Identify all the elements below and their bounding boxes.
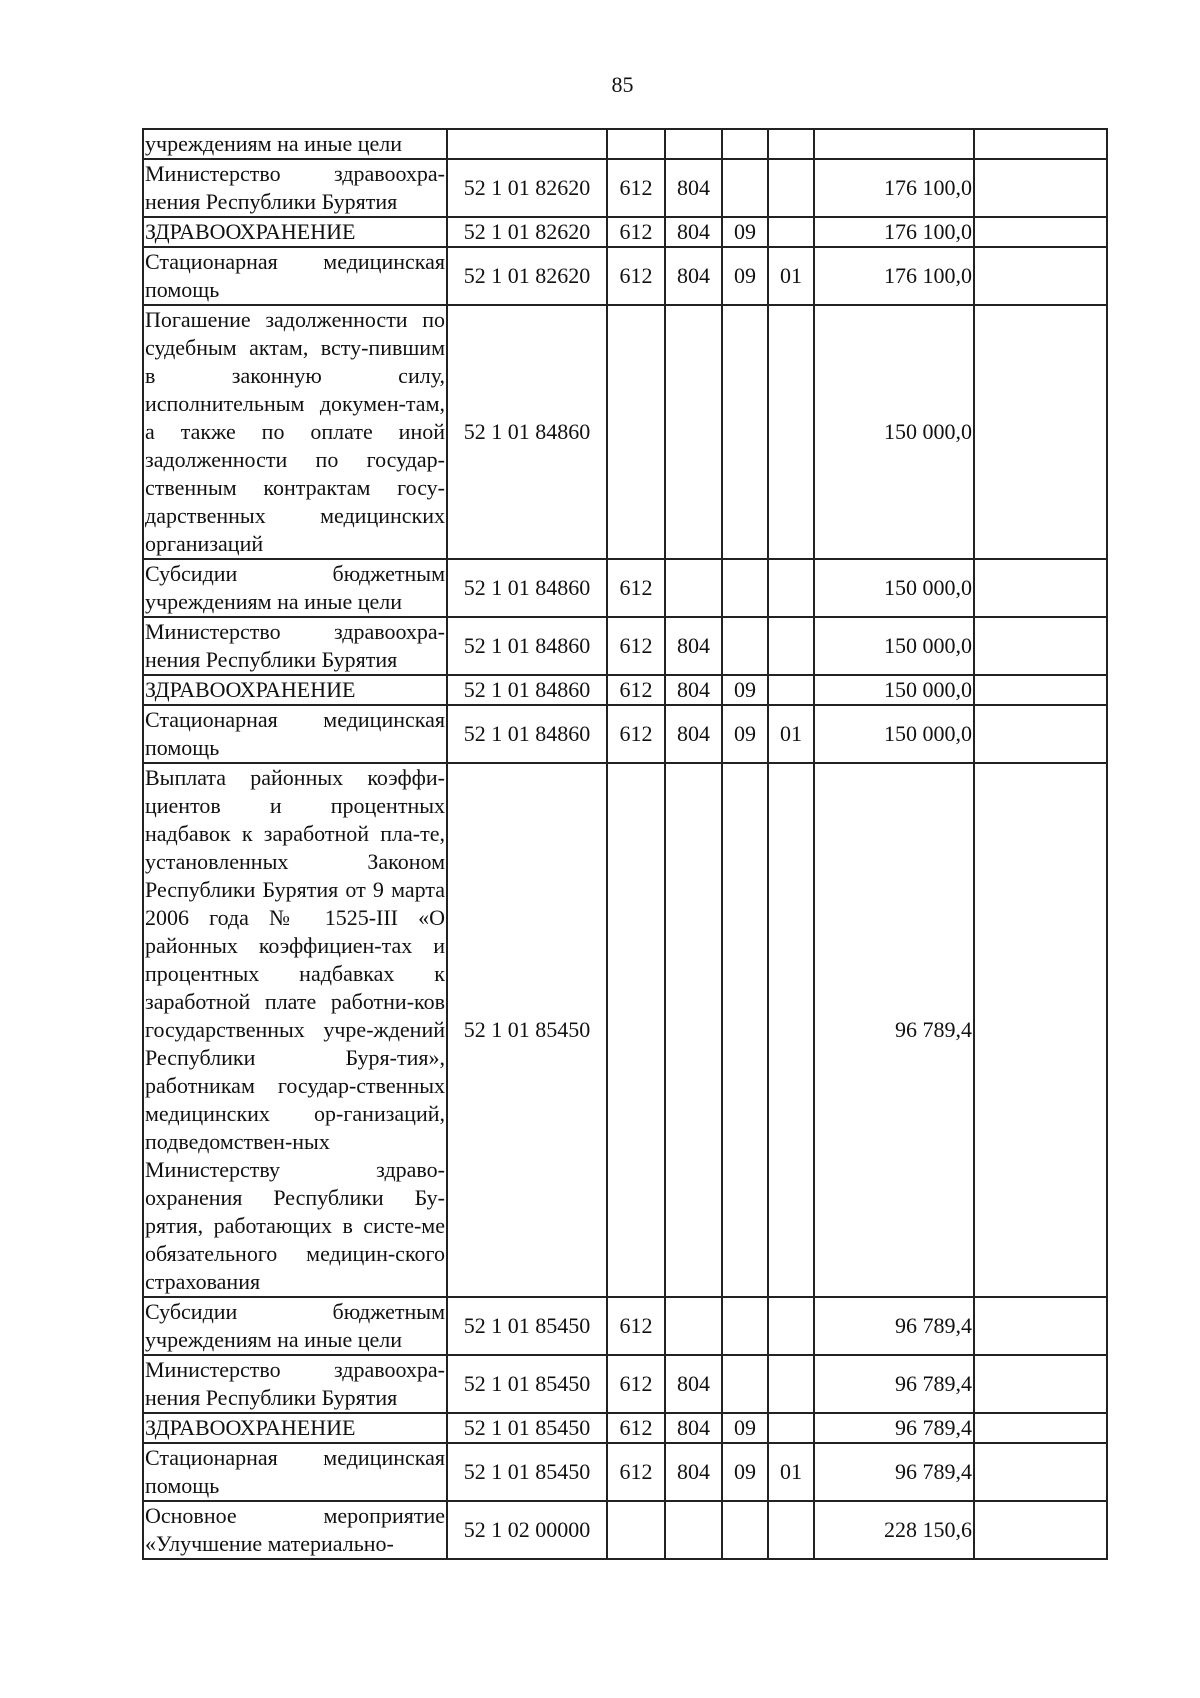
section-cell: 09	[722, 217, 768, 247]
extra-cell	[974, 617, 1107, 675]
subsection-cell	[768, 617, 814, 675]
row-name-cell: Стационарная медицинская помощь	[143, 705, 447, 763]
amount-cell: 150 000,0	[814, 559, 974, 617]
ministry-code-cell	[665, 129, 722, 159]
ministry-code-cell: 804	[665, 159, 722, 217]
row-name-cell: Министерство здравоохра-нения Республики Бурятия	[143, 617, 447, 675]
row-name-cell: учреждениям на иные цели	[143, 129, 447, 159]
ministry-code-cell: 804	[665, 217, 722, 247]
target-article-cell: 52 1 01 85450	[447, 763, 607, 1297]
section-cell	[722, 159, 768, 217]
extra-cell	[974, 247, 1107, 305]
target-article-cell: 52 1 01 84860	[447, 305, 607, 559]
target-article-cell: 52 1 01 85450	[447, 1413, 607, 1443]
table-row	[143, 247, 1107, 305]
section-cell: 09	[722, 1443, 768, 1501]
row-name-cell: Стационарная медицинская помощь	[143, 247, 447, 305]
ministry-code-cell: 804	[665, 1355, 722, 1413]
table-row	[143, 1413, 1107, 1443]
section-cell	[722, 559, 768, 617]
amount-cell: 96 789,4	[814, 1355, 974, 1413]
subsection-cell: 01	[768, 705, 814, 763]
extra-cell	[974, 559, 1107, 617]
ministry-code-cell: 804	[665, 617, 722, 675]
expense-type-cell: 612	[607, 159, 665, 217]
section-cell	[722, 763, 768, 1297]
row-name-cell: Стационарная медицинская помощь	[143, 1443, 447, 1501]
amount-cell	[814, 129, 974, 159]
table-row	[143, 1297, 1107, 1355]
subsection-cell	[768, 217, 814, 247]
subsection-cell	[768, 129, 814, 159]
amount-cell: 176 100,0	[814, 247, 974, 305]
table-row	[143, 617, 1107, 675]
section-cell: 09	[722, 705, 768, 763]
amount-cell: 176 100,0	[814, 159, 974, 217]
extra-cell	[974, 1413, 1107, 1443]
expense-type-cell: 612	[607, 1413, 665, 1443]
budget-table	[142, 128, 1108, 1560]
ministry-code-cell	[665, 1297, 722, 1355]
subsection-cell	[768, 1501, 814, 1559]
extra-cell	[974, 1297, 1107, 1355]
amount-cell: 96 789,4	[814, 1413, 974, 1443]
subsection-cell	[768, 559, 814, 617]
ministry-code-cell: 804	[665, 705, 722, 763]
row-name-cell: ЗДРАВООХРАНЕНИЕ	[143, 217, 447, 247]
table-row	[143, 763, 1107, 1297]
table-row	[143, 1501, 1107, 1559]
amount-cell: 96 789,4	[814, 1297, 974, 1355]
expense-type-cell	[607, 1501, 665, 1559]
section-cell: 09	[722, 247, 768, 305]
table-row	[143, 1355, 1107, 1413]
ministry-code-cell	[665, 763, 722, 1297]
section-cell	[722, 1501, 768, 1559]
ministry-code-cell: 804	[665, 247, 722, 305]
budget-table-body	[143, 129, 1107, 1559]
subsection-cell	[768, 763, 814, 1297]
row-name-cell: Субсидии бюджетным учреждениям на иные цели	[143, 1297, 447, 1355]
expense-type-cell: 612	[607, 1297, 665, 1355]
amount-cell: 96 789,4	[814, 1443, 974, 1501]
target-article-cell	[447, 129, 607, 159]
subsection-cell	[768, 675, 814, 705]
amount-cell: 150 000,0	[814, 675, 974, 705]
row-name-cell: Министерство здравоохра-нения Республики Бурятия	[143, 159, 447, 217]
expense-type-cell: 612	[607, 1443, 665, 1501]
extra-cell	[974, 159, 1107, 217]
target-article-cell: 52 1 01 84860	[447, 675, 607, 705]
ministry-code-cell	[665, 1501, 722, 1559]
table-row	[143, 559, 1107, 617]
table-row	[143, 159, 1107, 217]
section-cell: 09	[722, 675, 768, 705]
target-article-cell: 52 1 01 82620	[447, 217, 607, 247]
target-article-cell: 52 1 01 85450	[447, 1297, 607, 1355]
expense-type-cell: 612	[607, 1355, 665, 1413]
subsection-cell	[768, 305, 814, 559]
target-article-cell: 52 1 02 00000	[447, 1501, 607, 1559]
target-article-cell: 52 1 01 84860	[447, 617, 607, 675]
ministry-code-cell: 804	[665, 1413, 722, 1443]
subsection-cell	[768, 1355, 814, 1413]
table-row	[143, 705, 1107, 763]
table-row	[143, 1443, 1107, 1501]
subsection-cell: 01	[768, 247, 814, 305]
ministry-code-cell: 804	[665, 675, 722, 705]
extra-cell	[974, 705, 1107, 763]
amount-cell: 176 100,0	[814, 217, 974, 247]
table-row	[143, 675, 1107, 705]
target-article-cell: 52 1 01 85450	[447, 1355, 607, 1413]
table-row	[143, 129, 1107, 159]
row-name-cell: ЗДРАВООХРАНЕНИЕ	[143, 1413, 447, 1443]
section-cell: 09	[722, 1413, 768, 1443]
amount-cell: 150 000,0	[814, 305, 974, 559]
target-article-cell: 52 1 01 84860	[447, 705, 607, 763]
extra-cell	[974, 129, 1107, 159]
ministry-code-cell	[665, 559, 722, 617]
expense-type-cell: 612	[607, 675, 665, 705]
subsection-cell	[768, 159, 814, 217]
expense-type-cell	[607, 763, 665, 1297]
target-article-cell: 52 1 01 84860	[447, 559, 607, 617]
expense-type-cell: 612	[607, 559, 665, 617]
extra-cell	[974, 1355, 1107, 1413]
amount-cell: 96 789,4	[814, 763, 974, 1297]
subsection-cell: 01	[768, 1443, 814, 1501]
expense-type-cell: 612	[607, 617, 665, 675]
amount-cell: 150 000,0	[814, 617, 974, 675]
subsection-cell	[768, 1297, 814, 1355]
row-name-cell: Основное мероприятие «Улучшение материально-	[143, 1501, 447, 1559]
subsection-cell	[768, 1413, 814, 1443]
extra-cell	[974, 675, 1107, 705]
extra-cell	[974, 305, 1107, 559]
target-article-cell: 52 1 01 82620	[447, 247, 607, 305]
ministry-code-cell: 804	[665, 1443, 722, 1501]
section-cell	[722, 1297, 768, 1355]
table-row	[143, 305, 1107, 559]
row-name-cell: Погашение задолженности по судебным актам, всту-пившим в законную силу, исполнительным докумен-там, а также по оплате иной задолженности по государ-ственным контрактам госу-дарственных медицинских организаций	[143, 305, 447, 559]
expense-type-cell: 612	[607, 705, 665, 763]
extra-cell	[974, 1501, 1107, 1559]
extra-cell	[974, 1443, 1107, 1501]
page-number: 85	[611, 72, 634, 97]
expense-type-cell	[607, 305, 665, 559]
section-cell	[722, 129, 768, 159]
section-cell	[722, 617, 768, 675]
section-cell	[722, 1355, 768, 1413]
section-cell	[722, 305, 768, 559]
row-name-cell: Министерство здравоохра-нения Республики Бурятия	[143, 1355, 447, 1413]
row-name-cell: Субсидии бюджетным учреждениям на иные цели	[143, 559, 447, 617]
extra-cell	[974, 217, 1107, 247]
extra-cell	[974, 763, 1107, 1297]
row-name-cell: Выплата районных коэффи-циентов и процентных надбавок к заработной пла-те, установленных Законом Республики Бурятия от 9 марта 2006 года № 1525-III «О районных коэффициен-тах и процентных надбавках к заработной плате работни-ков государственных учре-ждений Республики Буря-тия», работникам государ-ственных медицинских ор-ганизаций, подведомствен-ных Министерству здраво-охранения Республики Бу-рятия, работающих в систе-ме обязательного медицин-ского страхования	[143, 763, 447, 1297]
amount-cell: 150 000,0	[814, 705, 974, 763]
ministry-code-cell	[665, 305, 722, 559]
row-name-cell: ЗДРАВООХРАНЕНИЕ	[143, 675, 447, 705]
target-article-cell: 52 1 01 82620	[447, 159, 607, 217]
expense-type-cell: 612	[607, 217, 665, 247]
table-row	[143, 217, 1107, 247]
target-article-cell: 52 1 01 85450	[447, 1443, 607, 1501]
expense-type-cell	[607, 129, 665, 159]
expense-type-cell: 612	[607, 247, 665, 305]
amount-cell: 228 150,6	[814, 1501, 974, 1559]
